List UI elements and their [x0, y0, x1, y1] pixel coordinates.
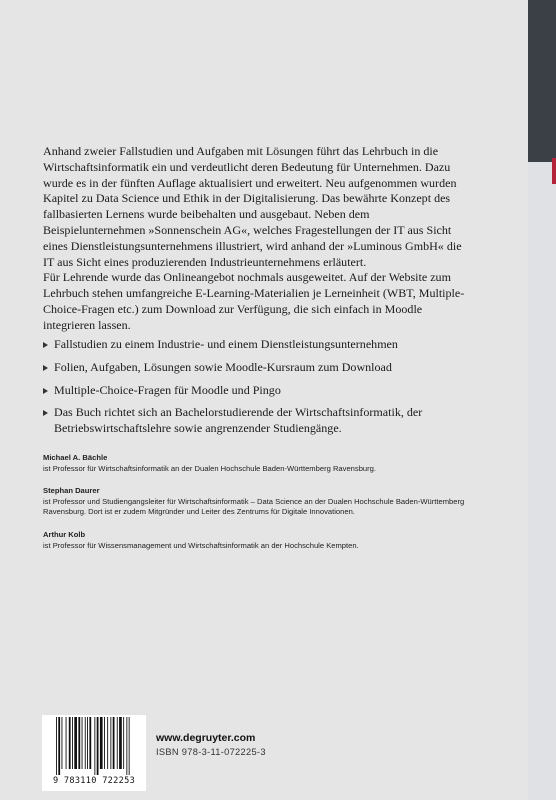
barcode-bar — [129, 717, 130, 775]
bullet-triangle-icon — [43, 365, 48, 371]
author-bios — [43, 453, 493, 563]
barcode-icon — [56, 717, 132, 775]
barcode-bar — [104, 717, 105, 769]
author-entry — [43, 486, 493, 518]
barcode-bar — [94, 717, 95, 775]
author-bio: ist Professor für Wissensmanagement und Wirtschaftsinformatik an der Hochschule Kempten. — [43, 540, 359, 550]
list-item: Multiple-Choice-Fragen für Moodle und Pingo — [43, 383, 483, 399]
barcode-digits: 9 783110 722253 — [52, 776, 136, 786]
isbn-number: ISBN 978-3-11-072225-3 — [156, 747, 266, 757]
author-bio: ist Professor für Wirtschaftsinformatik an der Dualen Hochschule Baden-Württemberg Ravensburg. — [43, 463, 376, 473]
bullet-triangle-icon — [43, 342, 48, 348]
barcode-bar — [89, 717, 91, 769]
spine-red-accent — [552, 158, 556, 184]
list-item: Fallstudien zu einem Industrie- und einem Dienstleistungsunternehmen — [43, 337, 483, 353]
barcode-bar — [78, 717, 80, 769]
author-name: Michael A. Bächle — [43, 453, 108, 462]
spine-dark-band — [528, 0, 556, 162]
barcode-bar — [113, 717, 115, 769]
bullet-triangle-icon — [43, 410, 48, 416]
blurb-paragraph-1: Anhand zweier Fallstudien und Aufgaben mit Lösungen führt das Lehrbuch in die Wirtschaftsinformatik ein und verdeutlicht deren Bedeutung für Unternehmen. Dazu wurde es in der fünften Auflage aktualisiert und erweitert. Neu aufgenommen wurden Kapitel zu Data Science und Ethik in der Digitalisierung. Das bewährte Konzept des fallbasierten Lernens wurde beibehalten und ausgebaut. Neben dem Beispielunternehmen »Sonnenschein AG«, welches Fragestellungen der IT aus Sicht eines Dienstleistungsunternehmens illustriert, wird anhand der »Luminous GmbH« die IT aus Sicht eines produzierenden Industrieunternehmens erläutert. — [43, 144, 462, 269]
barcode-bar — [69, 717, 71, 769]
barcode-bar — [123, 717, 124, 769]
author-name: Stephan Daurer — [43, 486, 100, 496]
blurb — [43, 144, 468, 334]
list-item: Folien, Aufgaben, Lösungen sowie Moodle-Kursraum zum Download — [43, 360, 483, 376]
barcode-bar — [87, 717, 88, 769]
feature-list — [43, 337, 483, 444]
barcode-bar — [62, 717, 63, 769]
barcode-bar — [85, 717, 86, 769]
barcode-bar — [110, 717, 111, 769]
author-entry — [43, 530, 493, 551]
barcode-bar — [97, 717, 99, 775]
barcode-bar — [119, 717, 122, 769]
bullet-triangle-icon — [43, 388, 48, 394]
barcode-bar — [100, 717, 103, 769]
publisher-url[interactable]: www.degruyter.com — [156, 732, 256, 744]
barcode-bar — [126, 717, 127, 775]
list-item: Das Buch richtet sich an Bachelorstudierende der Wirtschaftsinformatik, der Betriebswirtschaftslehre sowie angrenzender Studiengänge. — [43, 405, 483, 437]
author-name: Arthur Kolb — [43, 529, 86, 539]
barcode-bar — [66, 717, 67, 769]
author-bio: ist Professor und Studiengangsleiter für Wirtschaftsinformatik – Data Science an der Dualen Hochschule Baden-Württemberg Ravensburg. Dort ist er zudem Mitgründer und Leiter des Zentrums für Digitale Innovationen. — [43, 496, 465, 517]
barcode-bar — [74, 717, 77, 769]
isbn-barcode — [42, 715, 146, 791]
barcode-bar — [82, 717, 83, 769]
barcode-bar — [107, 717, 108, 769]
author-entry — [43, 453, 493, 474]
barcode-bar — [56, 717, 57, 775]
barcode-bar — [72, 717, 73, 769]
barcode-bar — [58, 717, 60, 775]
blurb-paragraph-2: Für Lehrende wurde das Onlineangebot nochmals ausgeweitet. Auf der Website zum Lehrbuch stehen umfangreiche E-Learning-Materialien je Lerneinheit (WBT, Multiple-Choice-Fragen etc.) zum Download zur Verfügung, die sich einfach in Moodle integrieren lassen. — [43, 270, 465, 332]
barcode-bar — [117, 717, 118, 769]
